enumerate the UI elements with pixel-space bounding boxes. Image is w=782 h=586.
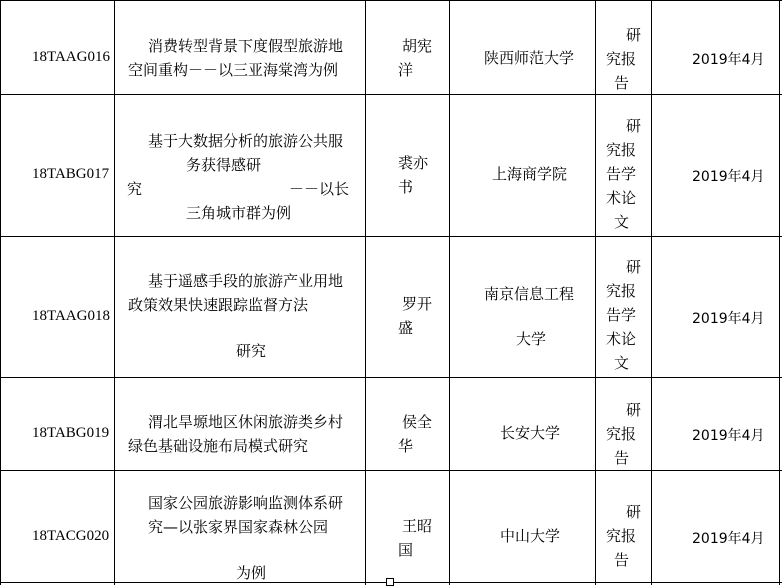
table-border-top — [0, 0, 782, 1]
completion-date: 2019年4月 — [692, 311, 765, 327]
column-divider — [114, 0, 115, 585]
project-id: 18TAAG016 — [32, 49, 110, 65]
project-id: 18TABG017 — [32, 166, 110, 182]
column-divider — [595, 0, 596, 585]
completion-date: 2019年4月 — [692, 428, 765, 444]
project-id: 18TABG019 — [32, 425, 110, 441]
project-id: 18TACG020 — [32, 528, 110, 544]
column-divider — [0, 0, 1, 585]
row-divider — [0, 377, 782, 378]
row-divider — [0, 236, 782, 237]
project-id: 18TAAG018 — [32, 308, 110, 324]
row-divider — [0, 94, 782, 95]
row-divider — [0, 470, 782, 471]
completion-date: 2019年4月 — [692, 169, 765, 185]
column-divider — [449, 0, 450, 585]
column-divider — [651, 0, 652, 585]
column-divider — [365, 0, 366, 585]
completion-date: 2019年4月 — [692, 52, 765, 68]
completion-date: 2019年4月 — [692, 531, 765, 547]
table-border-right — [779, 0, 780, 585]
